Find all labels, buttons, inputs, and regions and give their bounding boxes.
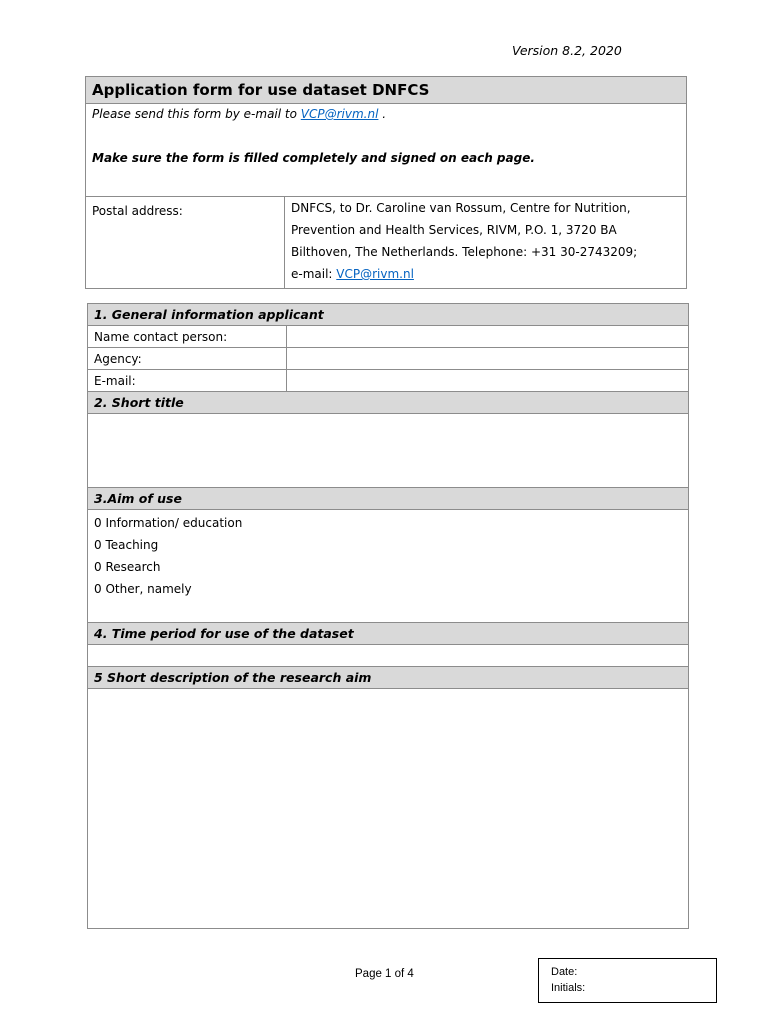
instructions-cell <box>86 104 687 197</box>
section-period-title: 4. Time period for use of the dataset <box>88 623 689 645</box>
aim-option-other[interactable]: 0 Other, namely <box>94 582 192 596</box>
completeness-note: Make sure the form is filled completely and signed on each page. <box>92 151 535 165</box>
aim-options <box>88 510 689 623</box>
postal-address <box>285 197 687 289</box>
aim-option-research[interactable]: 0 Research <box>94 560 161 574</box>
section-aim-title: 3.Aim of use <box>88 488 689 510</box>
short-title-field[interactable] <box>88 414 689 488</box>
version-label: Version 8.2, 2020 <box>512 43 622 58</box>
aim-option-teaching[interactable]: 0 Teaching <box>94 538 159 552</box>
page-number: Page 1 of 4 <box>355 968 414 980</box>
postal-email-link[interactable]: VCP@rivm.nl <box>336 267 414 281</box>
initials-label: Initials: <box>551 982 586 994</box>
postal-line-1: DNFCS, to Dr. Caroline van Rossum, Centre for Nutrition, <box>291 201 631 215</box>
email-field[interactable] <box>287 370 689 392</box>
form-title: Application form for use dataset DNFCS <box>86 77 687 104</box>
send-instruction-text: Please send this form by e-mail to <box>92 107 301 121</box>
agency-label: Agency: <box>88 348 287 370</box>
postal-email-prefix: e-mail: <box>291 267 337 281</box>
postal-line-4 <box>291 263 680 285</box>
postal-line-2: Prevention and Health Services, RIVM, P.O. 1, 3720 BA <box>291 223 617 237</box>
header-table <box>85 76 687 289</box>
time-period-field[interactable] <box>88 645 689 667</box>
email-label: E-mail: <box>88 370 287 392</box>
send-instruction-suffix: . <box>378 107 387 121</box>
contact-person-label: Name contact person: <box>88 326 287 348</box>
send-email-link[interactable]: VCP@rivm.nl <box>300 107 379 121</box>
application-table <box>87 303 689 929</box>
date-initials-box <box>538 958 717 1003</box>
section-short-title: 2. Short title <box>88 392 689 414</box>
send-instruction <box>92 107 680 121</box>
date-label: Date: <box>551 966 578 978</box>
aim-option-information[interactable]: 0 Information/ education <box>94 516 243 530</box>
agency-field[interactable] <box>287 348 689 370</box>
description-field[interactable] <box>88 689 689 929</box>
section-description-title: 5 Short description of the research aim <box>88 667 689 689</box>
postal-line-3: Bilthoven, The Netherlands. Telephone: +31 30-2743209; <box>291 245 638 259</box>
contact-person-field[interactable] <box>287 326 689 348</box>
postal-label: Postal address: <box>86 197 285 289</box>
section-general-title: 1. General information applicant <box>88 304 689 326</box>
